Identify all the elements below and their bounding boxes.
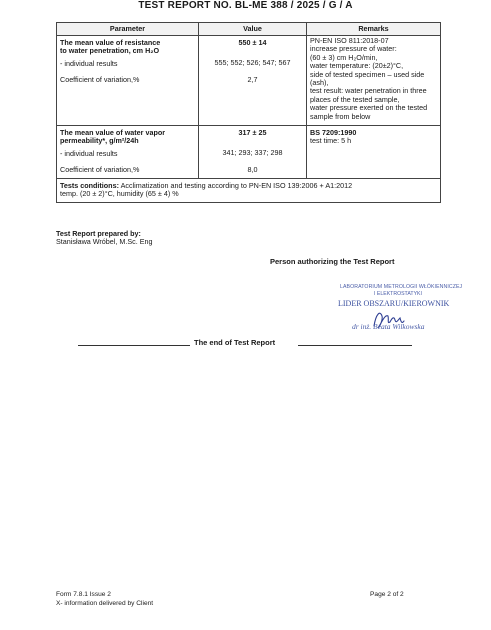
stamp-line-dept: I ELEKTROSTATYKI [374, 291, 422, 297]
remark-line: test result: water penetration in three [310, 86, 427, 96]
mean-value: 317 ± 25 [238, 128, 267, 137]
parameter-cell [57, 126, 199, 179]
authorization-stamp [334, 280, 464, 364]
individual-results-value: 555; 552; 526; 547; 567 [214, 58, 291, 68]
prepared-by-label: Test Report prepared by: [56, 229, 141, 238]
remark-line: side of tested specimen – used side [310, 69, 425, 79]
remark-standard: BS 7209:1990 [310, 128, 357, 137]
report-title: TEST REPORT NO. BL-ME 388 / 2025 / G / A [138, 0, 353, 11]
parameter-name-line: to water penetration, cm H₂O [60, 46, 160, 56]
table-row-vapor-permeability [57, 126, 441, 179]
stamp-line-title: LIDER OBSZARU/KIEROWNIK [338, 299, 450, 308]
remark-line: increase pressure of water: [310, 44, 397, 54]
column-header-remarks: Remarks [307, 23, 441, 36]
coefficient-label: Coefficient of variation,% [60, 165, 140, 175]
individual-results-value: 341; 293; 337; 298 [222, 148, 283, 158]
results-table [56, 22, 441, 203]
parameter-name-line: permeability*, g/m²/24h [60, 136, 139, 146]
column-header-value: Value [199, 23, 307, 36]
end-divider-left [78, 345, 190, 346]
stamp-line-name: dr inż. Beata Wilkowska [352, 322, 425, 331]
table-header-row [57, 23, 441, 36]
remark-line: PN-EN ISO 811:2018-07 [310, 36, 389, 45]
footer-left [56, 591, 153, 608]
conditions-text: Acclimatization and testing according to PN-EN ISO 139:2006 + A1:2012 [118, 181, 353, 190]
value-cell [199, 36, 307, 126]
remark-line: (60 ± 3) cm H₂O/min, [310, 52, 378, 62]
remark-line: places of the tested sample, [310, 94, 400, 104]
prepared-by-block [56, 230, 153, 247]
table-row-water-penetration [57, 36, 441, 126]
stamp-line-lab: LABORATORIUM METROLOGII WŁÓKIENNICZEJ [340, 284, 463, 290]
client-note: X- information delivered by Client [56, 599, 154, 607]
remarks-cell [307, 126, 441, 179]
remark-line: test time: 5 h [310, 136, 352, 146]
conditions-cell [57, 179, 441, 203]
conditions-label: Tests conditions: [60, 181, 119, 190]
end-of-report-text: The end of Test Report [194, 338, 276, 347]
remark-line: water temperature: (20±2)°C, [310, 61, 404, 71]
coefficient-value: 8,0 [247, 164, 258, 174]
coefficient-value: 2,7 [247, 74, 258, 84]
value-cell [199, 126, 307, 179]
authorizing-person-label: Person authorizing the Test Report [270, 257, 395, 266]
coefficient-label: Coefficient of variation,% [60, 75, 140, 85]
table-row-conditions [57, 179, 441, 203]
remark-line: (ash), [310, 78, 329, 88]
individual-results-label: - individual results [60, 58, 118, 68]
prepared-by-name: Stanisława Wróbel, M.Sc. Eng [56, 237, 153, 247]
individual-results-label: - individual results [60, 148, 118, 158]
column-header-parameter: Parameter [57, 23, 199, 36]
remark-line: sample from below [310, 111, 371, 121]
parameter-cell [57, 36, 199, 126]
end-divider-right [298, 345, 412, 346]
conditions-line2: temp. (20 ± 2)°C, humidity (65 ± 4) % [60, 189, 179, 199]
form-number: Form 7.8.1 Issue 2 [56, 591, 111, 598]
parameter-name-line: The mean value of resistance [60, 38, 161, 47]
remarks-cell [307, 36, 441, 126]
parameter-name-line: The mean value of water vapor [60, 128, 166, 137]
page-number: Page 2 of 2 [370, 591, 404, 598]
remark-line: water pressure exerted on the tested [310, 103, 428, 113]
mean-value: 550 ± 14 [238, 38, 267, 47]
